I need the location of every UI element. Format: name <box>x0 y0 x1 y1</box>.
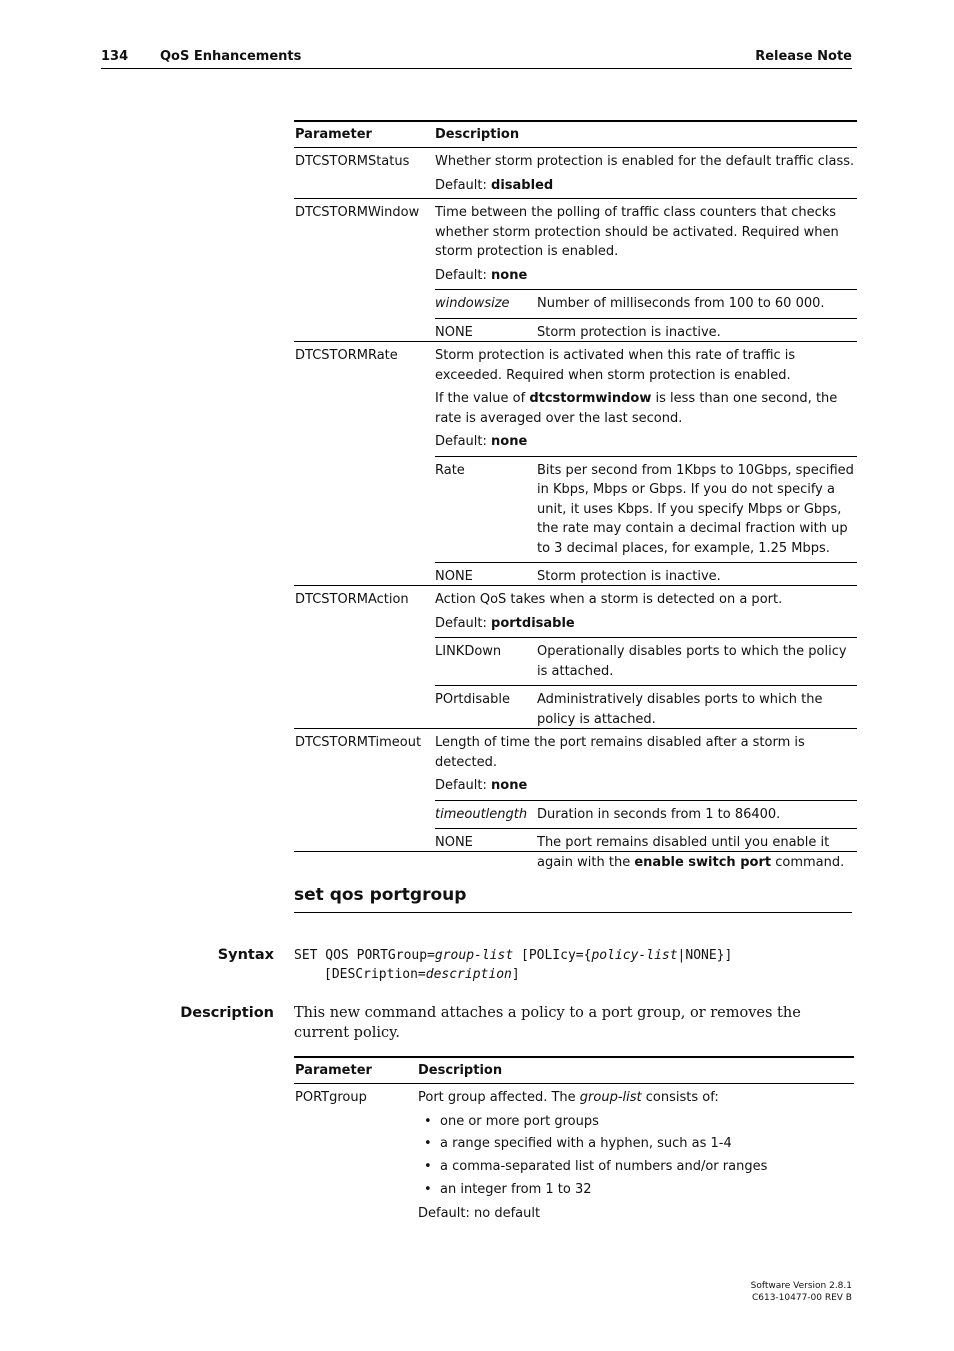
option-row <box>435 685 857 733</box>
parameter-table-storm <box>294 120 857 870</box>
option-key: NONE <box>435 569 473 584</box>
column-header-parameter: Parameter <box>295 126 372 142</box>
page-number: 134 <box>101 49 129 64</box>
table-row <box>294 586 857 729</box>
param-name: DTCSTORMRate <box>295 348 398 363</box>
description-text: Length of time the port remains disabled after a storm is detected. <box>435 735 805 770</box>
section-title: set qos portgroup <box>294 885 467 905</box>
default-line <box>435 614 857 634</box>
default-label: Default: <box>435 177 487 193</box>
description-label: Description <box>180 1005 274 1021</box>
bullet-list <box>418 1112 854 1203</box>
description-text <box>418 1088 854 1108</box>
option-value: Duration in seconds from 1 to 86400. <box>537 806 781 822</box>
column-header-description: Description <box>418 1062 503 1078</box>
param-name: PORTgroup <box>295 1090 367 1105</box>
option-row <box>435 801 857 829</box>
param-name: DTCSTORMWindow <box>295 205 420 220</box>
default-line <box>435 266 857 286</box>
option-value-command: enable switch port <box>634 854 772 870</box>
description-text: Action QoS takes when a storm is detected on a port. <box>435 592 783 607</box>
column-header-description: Description <box>435 126 520 142</box>
default-value: portdisable <box>491 615 575 631</box>
list-item: • an integer from 1 to 32 <box>418 1180 854 1203</box>
table-row <box>294 199 857 342</box>
description-text: Whether storm protection is enabled for the default traffic class. <box>435 154 855 169</box>
default-line <box>435 176 857 196</box>
note-pre: If the value of <box>435 391 526 406</box>
table-row <box>294 729 857 870</box>
param-name: DTCSTORMTimeout <box>295 735 422 750</box>
default-label: Default: <box>435 267 487 283</box>
note-post: is less than one second, the rate is averaged over the last second. <box>435 391 838 426</box>
option-value: Storm protection is inactive. <box>537 569 721 584</box>
syntax-placeholder: policy-list <box>591 948 678 963</box>
description-text: This new command attaches a policy to a port group, or removes the current policy. <box>294 1005 801 1041</box>
option-value: Operationally disables ports to which the policy is attached. <box>537 644 847 679</box>
option-value: Number of milliseconds from 100 to 60 000. <box>537 296 825 311</box>
syntax-part: ] <box>511 967 520 982</box>
table-row <box>294 148 857 199</box>
list-item: • a range specified with a hyphen, such as 1-4 <box>418 1134 854 1157</box>
option-key: LINKDown <box>435 644 502 659</box>
param-description <box>435 729 857 870</box>
option-row <box>435 290 857 318</box>
param-description <box>435 586 857 728</box>
option-key: POrtdisable <box>435 692 510 707</box>
header-rule <box>101 68 852 69</box>
default-value: none <box>491 778 528 793</box>
option-value <box>537 833 857 872</box>
note-keyword: dtcstormwindow <box>529 391 652 406</box>
syntax-label: Syntax <box>217 947 274 963</box>
option-subtable <box>435 289 857 346</box>
option-key <box>435 294 537 314</box>
default-value: disabled <box>491 177 554 193</box>
syntax-placeholder: group-list <box>434 948 514 963</box>
description-text: Storm protection is activated when this rate of traffic is exceeded. Required when storm protection is enabled. <box>435 348 796 383</box>
param-name: DTCSTORMStatus <box>295 154 410 169</box>
description-text: Time between the polling of traffic class counters that checks whether storm protection should be activated. Required when storm protection is enabled. <box>435 205 839 259</box>
running-section-title: QoS Enhancements <box>160 49 302 64</box>
footer-doc-id: C613-10477-00 REV B <box>751 1293 852 1303</box>
param-description <box>435 342 857 585</box>
option-value-post: command. <box>775 854 845 870</box>
default-label: Default: <box>435 615 487 631</box>
list-item: • one or more port groups <box>418 1112 854 1135</box>
table-header-row <box>294 122 857 148</box>
default-value: none <box>491 267 528 283</box>
param-name: DTCSTORMAction <box>295 592 409 607</box>
option-key-text: timeoutlength <box>435 806 528 822</box>
option-row <box>435 828 857 876</box>
footer-version: Software Version 2.8.1 <box>750 1281 852 1291</box>
option-key: NONE <box>435 835 473 850</box>
default-value: none <box>491 434 528 449</box>
option-row <box>435 638 857 685</box>
option-key-text: windowsize <box>435 296 510 311</box>
desc-pre: Port group affected. The <box>418 1090 576 1105</box>
syntax-part: [DESCription= <box>324 967 426 982</box>
option-subtable <box>435 800 857 877</box>
table-row <box>294 342 857 586</box>
option-value-pre: The port remains disabled until you enable it again with the <box>537 835 830 870</box>
syntax-line-1 <box>294 948 732 963</box>
syntax-part: [POLIcy={ <box>513 948 592 963</box>
option-row <box>435 457 857 563</box>
default-line <box>435 776 857 796</box>
option-key <box>435 805 537 825</box>
table-row <box>294 1084 854 1228</box>
param-description <box>435 148 857 198</box>
syntax-line-2 <box>324 967 520 982</box>
option-key: NONE <box>435 324 473 340</box>
column-header-parameter: Parameter <box>295 1062 372 1078</box>
list-item: • a comma-separated list of numbers and/or ranges <box>418 1157 854 1180</box>
syntax-placeholder: description <box>425 967 512 982</box>
option-subtable <box>435 637 857 733</box>
section-rule <box>294 912 852 913</box>
default-label: Default: <box>435 434 487 449</box>
table-header-row <box>294 1058 854 1084</box>
document-type: Release Note <box>755 49 852 64</box>
default-line: Default: no default <box>418 1206 541 1222</box>
parameter-table-portgroup <box>294 1056 854 1228</box>
option-value: Bits per second from 1Kbps to 10Gbps, specified in Kbps, Mbps or Gbps. If you do not specify a unit, it uses Kbps. If you specify Mbps or Gbps, the rate may contain a decimal fraction with up to 3 decimal places, for example, 1.25 Mbps. <box>537 462 854 556</box>
option-value: Administratively disables ports to which the policy is attached. <box>537 692 823 727</box>
option-key: Rate <box>435 462 465 478</box>
desc-placeholder: group-list <box>579 1090 642 1105</box>
syntax-part: SET QOS PORTGroup= <box>294 948 435 963</box>
desc-post: consists of: <box>645 1090 719 1105</box>
option-value: Storm protection is inactive. <box>537 324 721 340</box>
option-subtable <box>435 456 857 591</box>
default-label: Default: <box>435 778 487 793</box>
syntax-part: |NONE}] <box>677 948 733 963</box>
default-line <box>435 432 857 452</box>
param-description <box>435 199 857 341</box>
param-description <box>418 1084 854 1228</box>
note-text <box>435 389 857 428</box>
